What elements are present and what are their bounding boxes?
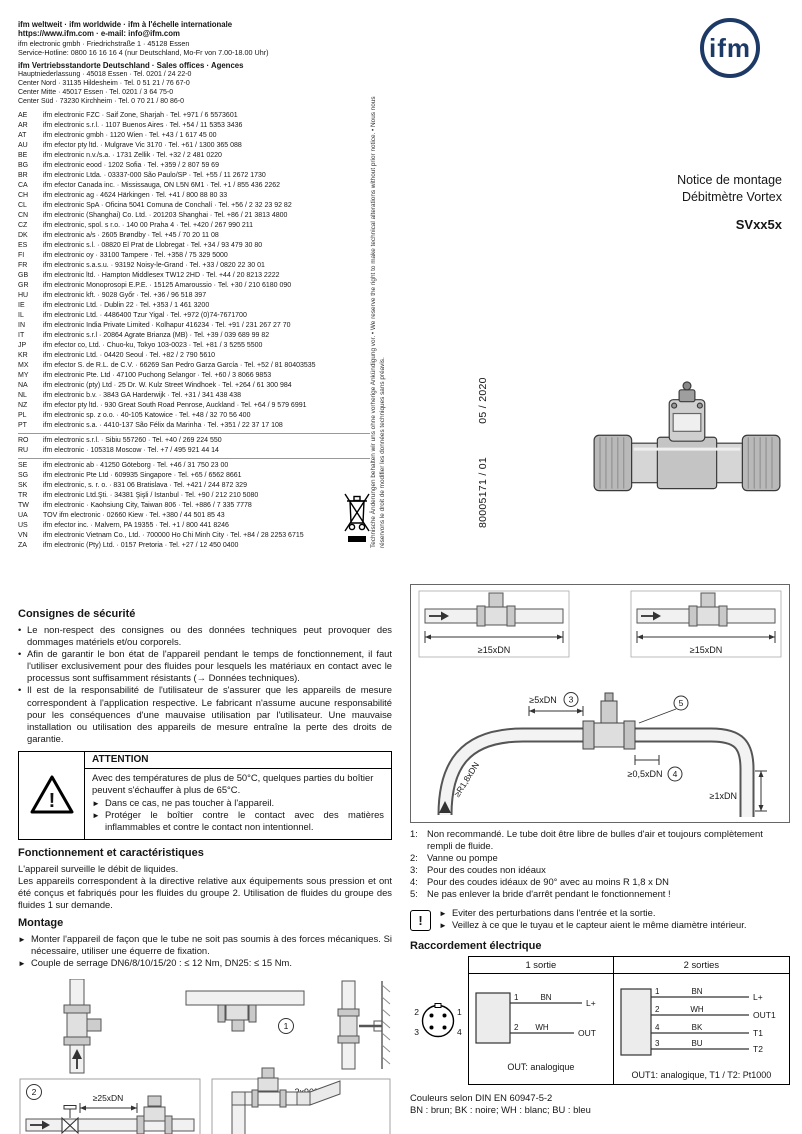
country-row xyxy=(18,501,370,511)
mounting-title: Montage xyxy=(18,916,64,929)
note-number: 1: xyxy=(410,828,418,839)
country-row xyxy=(18,446,370,456)
attention-text: Avec des températures de plus de 50°C, quelques parties du boîtier peuvent s'échauffer à plus de 65°C. xyxy=(92,772,374,796)
ref-4: 4 xyxy=(672,769,678,779)
w2-target-3: T1 xyxy=(753,1028,764,1038)
w2-pin-2: 2 xyxy=(655,1005,660,1014)
country-info: ifm electronic s.r.l. · 1107 Buenos Aires · Tel. +54 / 11 5353 3436 xyxy=(43,122,243,130)
country-info: ifm electronic Pte Ltd · 609935 Singapore · Tel. +65 / 6562 8661 xyxy=(43,472,242,480)
mounting-item: ► Couple de serrage DN6/8/10/15/20 : ≤ 12 Nm, DN25: ≤ 15 Nm. xyxy=(18,957,392,969)
country-row xyxy=(18,161,370,171)
country-code: TR xyxy=(18,492,28,500)
w2-pin-4: 3 xyxy=(655,1039,660,1048)
country-code: FI xyxy=(18,252,25,260)
attention-title: ATTENTION xyxy=(85,752,391,769)
attention-item: ► Dans ce cas, ne pas toucher à l'appareil. xyxy=(92,797,384,809)
w2-pin-1: 1 xyxy=(655,987,660,996)
country-info: TOV ifm electronic · 02660 Kiew · Tel. +380 / 44 501 85 43 xyxy=(43,512,225,520)
mounting-dim-25dn: ≥25xDN xyxy=(92,1093,124,1104)
installation-diagram xyxy=(411,585,789,820)
electrical-title: Raccordement électrique xyxy=(410,940,542,952)
document-id: 80005171 / 01 xyxy=(477,456,489,528)
pin-label-bottom-right: 4 xyxy=(457,1027,462,1037)
country-info: ifm electronic gmbh · 1120 Wien · Tel. +43 / 1 617 45 00 xyxy=(43,132,217,140)
right-column xyxy=(410,584,790,1116)
w1-target-2: OUT xyxy=(577,1028,596,1038)
dim-05dn: ≥0,5xDN xyxy=(627,769,663,779)
office-row: Center Nord · 31135 Hildesheim · Tel. 0 51 21 / 76 67-0 xyxy=(18,80,190,88)
electrical-connection xyxy=(410,956,790,1085)
mounting-diagrams xyxy=(18,979,392,1134)
country-row xyxy=(18,361,370,371)
country-row xyxy=(18,341,370,351)
w1-color-1: BN xyxy=(540,993,552,1002)
country-info: ifm electronic · Kaohsiung City, Taiwan 806 · Tel. +886 / 7 335 7778 xyxy=(43,502,252,510)
country-info: ifm electronic ag · 4624 Härkingen · Tel. +41 / 800 88 80 33 xyxy=(43,192,228,200)
function-section xyxy=(18,847,392,911)
country-code: PL xyxy=(18,412,27,420)
w2-pin-3: 4 xyxy=(655,1023,660,1032)
safety-bullet: • Le non-respect des consignes ou des données techniques peut provoquer des dommages matériels et/ou corporels. xyxy=(18,624,392,648)
country-code: VN xyxy=(18,532,28,540)
note-number: 4: xyxy=(410,876,418,887)
w2-target-1: L+ xyxy=(753,992,764,1002)
country-code: ES xyxy=(18,242,28,250)
mounting-section xyxy=(18,917,392,969)
dim-15dn-right: ≥15xDN xyxy=(689,645,723,655)
country-row xyxy=(18,511,370,521)
dim-15dn-left: ≥15xDN xyxy=(477,645,511,655)
country-info: ifm efector Canada inc. · Mississauga, ON L5N 6M1 · Tel. +1 / 855 436 2262 xyxy=(43,182,281,190)
note-row xyxy=(410,852,790,864)
country-row xyxy=(18,541,370,551)
country-info: ifm efector pty ltd. · Mulgrave Vic 3170 · Tel. +61 / 1300 365 088 xyxy=(43,142,242,150)
german-offices-list xyxy=(18,70,370,106)
country-row xyxy=(18,221,370,231)
installation-diagram-box xyxy=(410,584,790,823)
pin-label-top-right: 1 xyxy=(457,1007,462,1017)
hotline-line: Service-Hotline: 0800 16 16 16 4 (nur Deutschland, Mo-Fr von 7.00-18.00 Uhr) xyxy=(18,47,269,57)
country-code: IL xyxy=(18,312,24,320)
country-code: MY xyxy=(18,372,29,380)
country-code: MX xyxy=(18,362,29,370)
website-line: https://www.ifm.com · e-mail: info@ifm.com xyxy=(18,29,180,39)
country-info: ifm electronic Ltd. · 4486400 Tzur Yigal · Tel. +972 (0)74-7671700 xyxy=(43,312,247,320)
country-code: IN xyxy=(18,322,25,330)
wiring-cell-1 xyxy=(469,974,614,1084)
country-row xyxy=(18,131,370,141)
country-code: AR xyxy=(18,122,28,130)
w1-pin-1: 1 xyxy=(513,993,519,1002)
safety-title: Consignes de sécurité xyxy=(18,608,136,620)
country-code: AE xyxy=(18,112,28,120)
w2-color-4: BU xyxy=(691,1039,703,1048)
country-info: ifm electronic (pty) Ltd · 25 Dr. W. Kulz Street Windhoek · Tel. +264 / 61 300 984 xyxy=(43,382,292,390)
sales-offices-heading: ifm Vertriebsstandorte Deutschland · Sales offices · Agences xyxy=(18,60,244,70)
country-row xyxy=(18,291,370,301)
attention-item: ► Protéger le boîtier contre le contact avec des matières inflammables et contre le contact non intentionnel. xyxy=(92,809,384,833)
country-row xyxy=(18,171,370,181)
wiring-col2-header: 2 sorties xyxy=(683,959,720,970)
country-info: ifm electronic sp. z o.o. · 40-105 Katowice · Tel. +48 / 32 70 56 400 xyxy=(43,412,251,420)
country-code: NZ xyxy=(18,402,28,410)
document-number-block xyxy=(477,377,489,528)
info-items xyxy=(439,907,790,931)
country-info: ifm electronic FZC · Saif Zone, Sharjah · Tel. +971 / 6 5573601 xyxy=(43,112,238,120)
country-code: RU xyxy=(18,447,29,455)
country-code: KR xyxy=(18,352,28,360)
country-row xyxy=(18,121,370,131)
country-row xyxy=(18,521,370,531)
w2-color-3: BK xyxy=(692,1023,703,1032)
country-row xyxy=(18,261,370,271)
country-info: ifm electronic Monoprosopi E.P.E. · 15125 Amaroussio · Tel. +30 / 210 6180 090 xyxy=(43,282,292,290)
country-row xyxy=(18,191,370,201)
country-info: ifm electronic, spol. s r.o. · 140 00 Praha 4 · Tel. +420 / 267 990 211 xyxy=(43,222,254,230)
country-row xyxy=(18,481,370,491)
country-code: IT xyxy=(18,332,25,340)
country-info: ifm electronic Ltd. · Dublin 22 · Tel. +353 / 1 461 3200 xyxy=(43,302,210,310)
country-code: NL xyxy=(18,392,27,400)
wiring-diagram-2-outputs xyxy=(617,977,785,1067)
w2-color-1: BN xyxy=(691,987,703,996)
product-title: Débitmètre Vortex xyxy=(681,189,782,204)
country-code: RO xyxy=(18,437,29,445)
country-code: SE xyxy=(18,462,28,470)
attention-items xyxy=(92,797,384,833)
note-row xyxy=(410,864,790,876)
note-text: Pour des coudes non idéaux xyxy=(427,864,546,875)
country-info: ifm electronic s.a. · 4410-137 São Félix da Marinha · Tel. +351 / 22 37 17 108 xyxy=(43,422,283,430)
company-line: ifm electronic gmbh · Friedrichstraße 1 · 45128 Essen xyxy=(18,38,190,48)
technical-changes-disclaimer: Technische Änderungen behalten wir uns ohne vorherige Ankündigung vor. • We reserve the right to make technical alterations without prior notice. • Nous nous réservons le droit de modifier les données techniques sans préavis. xyxy=(370,96,386,548)
connector-pinout xyxy=(410,990,468,1051)
country-row xyxy=(18,311,370,321)
address-column xyxy=(18,20,370,551)
weee-crossed-bin-icon xyxy=(344,490,370,544)
country-row xyxy=(18,411,370,421)
country-code: FR xyxy=(18,262,28,270)
wiring-1-footer: OUT: analogique xyxy=(507,1062,575,1072)
country-code: CA xyxy=(18,182,28,190)
country-info: ifm electronic, s. r. o. · 831 06 Bratislava · Tel. +421 / 244 872 329 xyxy=(43,482,247,490)
country-row xyxy=(18,331,370,341)
country-row xyxy=(18,301,370,311)
function-title: Fonctionnement et caractéristiques xyxy=(18,846,204,859)
country-row xyxy=(18,531,370,541)
country-row xyxy=(18,433,370,446)
wiring-cell-2 xyxy=(614,974,789,1084)
country-row xyxy=(18,281,370,291)
ref-5: 5 xyxy=(678,698,684,708)
country-info: ifm electronic India Private Limited · Kolhapur 416234 · Tel. +91 / 231 267 27 70 xyxy=(43,322,291,330)
wire-colors-legend: BN : brun; BK : noire; WH : blanc; BU : bleu xyxy=(410,1104,591,1115)
country-info: ifm electronic Ltd.Şti. · 34381 Şişli / İstanbul · Tel. +90 / 212 210 5080 xyxy=(43,492,259,500)
safety-section xyxy=(18,608,392,745)
country-code: HU xyxy=(18,292,29,300)
country-code: BR xyxy=(18,172,28,180)
country-code: SG xyxy=(18,472,29,480)
country-code: AT xyxy=(18,132,27,140)
ifm-logo-text: ifm xyxy=(709,32,751,63)
country-info: ifm efector pty ltd. · 930 Great South Road Penrose, Auckland · Tel. +64 / 9 579 6991 xyxy=(43,402,307,410)
country-row xyxy=(18,351,370,361)
country-row xyxy=(18,381,370,391)
wiring-col1-header: 1 sortie xyxy=(469,957,614,973)
title-block xyxy=(677,172,782,232)
country-code: PT xyxy=(18,422,27,430)
note-text: Vanne ou pompe xyxy=(427,852,498,863)
country-info: ifm electronic s.r.l. · Sibiu 557260 · Tel. +40 / 269 224 550 xyxy=(43,437,222,445)
diagram-notes xyxy=(410,828,790,900)
function-paragraph-1: L'appareil surveille le débit de liquides. xyxy=(18,862,179,874)
country-info: ifm electronic s.a.s.u. · 93192 Noisy-le-Grand · Tel. +33 / 0820 22 30 01 xyxy=(43,262,265,270)
country-info: ifm electronic a/s · 2605 Brøndby · Tel. +45 / 70 20 11 08 xyxy=(43,232,219,240)
doc-type-title: Notice de montage xyxy=(677,173,782,187)
note-row xyxy=(410,828,790,852)
info-item: ► Veillez à ce que le tuyau et le capteur aient le même diamètre intérieur. xyxy=(439,919,790,931)
warning-triangle-icon xyxy=(19,752,85,839)
w1-color-2: WH xyxy=(535,1023,549,1032)
dim-5dn: ≥5xDN xyxy=(529,695,557,705)
country-code: UA xyxy=(18,512,28,520)
function-paragraph-2: Les appareils correspondent à la directive relative aux équipements sous pression et ont été conçus et fabriqués pour les fluides du groupe 2. Utilisation de fluides du groupe des fluides 1 sur demande. xyxy=(18,874,392,910)
country-info: ifm electronic Vietnam Co., Ltd. · 700000 Ho Chi Minh City · Tel. +84 / 28 2253 6715 xyxy=(43,532,304,540)
vortex-flowmeter-illustration xyxy=(588,374,786,542)
country-row xyxy=(18,231,370,241)
attention-content xyxy=(85,752,391,839)
country-code: CZ xyxy=(18,222,28,230)
country-code: TW xyxy=(18,502,29,510)
note-text: Pour des coudes idéaux de 90° avec au moins R 1,8 x DN xyxy=(427,876,669,887)
country-info: ifm electronic ab · 41250 Göteborg · Tel. +46 / 31 750 23 00 xyxy=(43,462,229,470)
country-info: ifm electronic ltd. · Hampton Middlesex TW12 2HD · Tel. +44 / 20 8213 2222 xyxy=(43,272,280,280)
country-info: ifm electronic · 105318 Moscow · Tel. +7 / 495 921 44 14 xyxy=(43,447,219,455)
country-info: ifm electronic kft. · 9028 Győr · Tel. +36 / 96 518 397 xyxy=(43,292,207,300)
note-text: Ne pas enlever la bride d'arrêt pendant le fonctionnement ! xyxy=(427,888,671,899)
country-info: ifm electronic (Shanghai) Co. Ltd. · 201203 Shanghai · Tel. +86 / 21 3813 4800 xyxy=(43,212,288,220)
country-code: CN xyxy=(18,212,29,220)
pin-label-top-left: 2 xyxy=(414,1007,419,1017)
country-row xyxy=(18,391,370,401)
country-code: NA xyxy=(18,382,28,390)
country-directory xyxy=(18,111,370,551)
country-code: CH xyxy=(18,192,29,200)
country-code: BG xyxy=(18,162,29,170)
mounting-items xyxy=(18,933,392,969)
info-note xyxy=(410,907,790,931)
model-number: SVxx5x xyxy=(735,217,782,232)
info-item: ► Eviter des perturbations dans l'entrée et la sortie. xyxy=(439,907,790,919)
country-row xyxy=(18,401,370,411)
worldwide-line: ifm weltweit · ifm worldwide · ifm à l'échelle internationale xyxy=(18,20,233,29)
w1-pin-2: 2 xyxy=(513,1023,519,1032)
safety-bullets xyxy=(18,624,392,745)
wiring-2-footer: OUT1: analogique, T1 / T2: Pt1000 xyxy=(631,1070,772,1080)
country-code: US xyxy=(18,522,28,530)
w1-target-1: L+ xyxy=(585,998,596,1008)
country-row xyxy=(18,201,370,211)
wire-colors-standard: Couleurs selon DIN EN 60947-5-2 xyxy=(410,1092,553,1103)
mounting-ref-2: 2 xyxy=(31,1087,37,1098)
office-row: Center Mitte · 45017 Essen · Tel. 0201 / 3 64 75-0 xyxy=(18,89,174,97)
mounting-ref-1: 1 xyxy=(283,1021,289,1032)
office-row: Center Süd · 73230 Kirchheim · Tel. 0 70 21 / 80 86-0 xyxy=(18,98,185,106)
country-code: JP xyxy=(18,342,27,350)
country-info: ifm electronic s.r.l · 20864 Agrate Brianza (MB) · Tel. +39 / 039 689 99 82 xyxy=(43,332,270,340)
note-row xyxy=(410,876,790,888)
country-info: ifm efector inc. · Malvern, PA 19355 · Tel. +1 / 800 441 8246 xyxy=(43,522,229,530)
country-info: ifm electronic Ltda. · 03337-000 São Paulo/SP · Tel. +55 / 11 2672 1730 xyxy=(43,172,266,180)
country-row xyxy=(18,151,370,161)
country-row xyxy=(18,181,370,191)
country-row xyxy=(18,111,370,121)
note-text: Non recommandé. Le tube doit être libre de bulles d'air et toujours complètement rempli de fluide. xyxy=(427,828,763,851)
country-row xyxy=(18,421,370,431)
country-row xyxy=(18,321,370,331)
left-column xyxy=(18,608,392,1134)
country-code: GB xyxy=(18,272,29,280)
note-number: 3: xyxy=(410,864,418,875)
safety-bullet: • Il est de la responsabilité de l'utilisateur de s'assurer que les appareils de mesure correspondent à l'application respective. Le fabricant n'assume aucune responsabilité pour les conséquences d'une mauvaise utilisation par l'utilisateur. Une mauvaise installation ou utilisation des appareils de mesure entraîne la perte des droits de garantie. xyxy=(18,684,392,744)
country-row xyxy=(18,371,370,381)
country-code: IE xyxy=(18,302,25,310)
w2-target-2: OUT1 xyxy=(753,1010,777,1020)
ifm-logo xyxy=(700,18,760,78)
country-code: AU xyxy=(18,142,28,150)
note-row xyxy=(410,888,790,900)
safety-bullet: • Afin de garantir le bon état de l'appareil pendant le temps de fonctionnement, il faut l'utiliser exclusivement pour des fluides pour lesquels les matériaux en contact avec le processus sont suffisamment résistants (→ Données techniques). xyxy=(18,648,392,684)
country-info: ifm electronic b.v. · 3843 GA Harderwijk · Tel. +31 / 341 438 438 xyxy=(43,392,241,400)
country-row xyxy=(18,471,370,481)
info-exclamation-icon: ! xyxy=(410,910,431,931)
country-info: ifm electronic Ltd. · 04420 Seoul · Tel. +82 / 2 790 5610 xyxy=(43,352,216,360)
ref-3: 3 xyxy=(568,694,574,705)
country-row xyxy=(18,141,370,151)
warning-exclamation-mark: ! xyxy=(48,790,55,813)
country-code: DK xyxy=(18,232,28,240)
country-row xyxy=(18,458,370,471)
w2-color-2: WH xyxy=(690,1005,705,1014)
country-code: SK xyxy=(18,482,28,490)
country-info: ifm electronic eood · 1202 Sofia · Tel. +359 / 2 807 59 69 xyxy=(43,162,219,170)
country-code: GR xyxy=(18,282,29,290)
country-info: ifm electronic SpA · Oficina 5041 Comuna de Conchalí · Tel. +56 / 2 32 23 92 82 xyxy=(43,202,292,210)
country-row xyxy=(18,211,370,221)
country-row xyxy=(18,491,370,501)
wiring-diagram-1-output xyxy=(472,977,610,1059)
country-code: BE xyxy=(18,152,28,160)
dim-radius: ≥R1,8xDN xyxy=(451,760,482,799)
country-info: ifm electronic oy · 33100 Tampere · Tel. +358 / 75 329 5000 xyxy=(43,252,228,260)
mounting-item: ► Monter l'appareil de façon que le tube ne soit pas soumis à des forces mécaniques. Si nécessaire, utiliser une équerre de fixation. xyxy=(18,933,392,957)
country-info: ifm electronic s.l. · 08820 El Prat de Llobregat · Tel. +34 / 93 479 30 80 xyxy=(43,242,263,250)
office-row: Hauptniederlassung · 45018 Essen · Tel. 0201 / 24 22-0 xyxy=(18,71,192,79)
country-code: ZA xyxy=(18,542,27,550)
country-info: ifm electronic Pte. Ltd · 47100 Puchong Selangor · Tel. +60 / 3 8066 9853 xyxy=(43,372,272,380)
note-number: 2: xyxy=(410,852,418,863)
country-info: ifm efector S. de R.L. de C.V. · 66269 San Pedro Garza García · Tel. +52 / 81 80403535 xyxy=(43,362,316,370)
country-row xyxy=(18,271,370,281)
country-code: CL xyxy=(18,202,27,210)
country-row xyxy=(18,251,370,261)
pin-label-bottom-left: 3 xyxy=(414,1027,419,1037)
country-info: ifm electronic (Pty) Ltd. · 0157 Pretoria · Tel. +27 / 12 450 0400 xyxy=(43,542,239,550)
w2-target-4: T2 xyxy=(753,1044,764,1054)
country-info: ifm efector co, Ltd. · Chuo-ku, Tokyo 103-0023 · Tel. +81 / 3 5255 5500 xyxy=(43,342,263,350)
country-row xyxy=(18,241,370,251)
dim-1dn: ≥1xDN xyxy=(709,791,737,801)
note-number: 5: xyxy=(410,888,418,899)
wiring-table xyxy=(468,956,790,1085)
document-date: 05 / 2020 xyxy=(477,377,489,424)
attention-box xyxy=(18,751,392,840)
country-info: ifm electronic n.v./s.a. · 1731 Zellik · Tel. +32 / 2 481 0220 xyxy=(43,152,222,160)
